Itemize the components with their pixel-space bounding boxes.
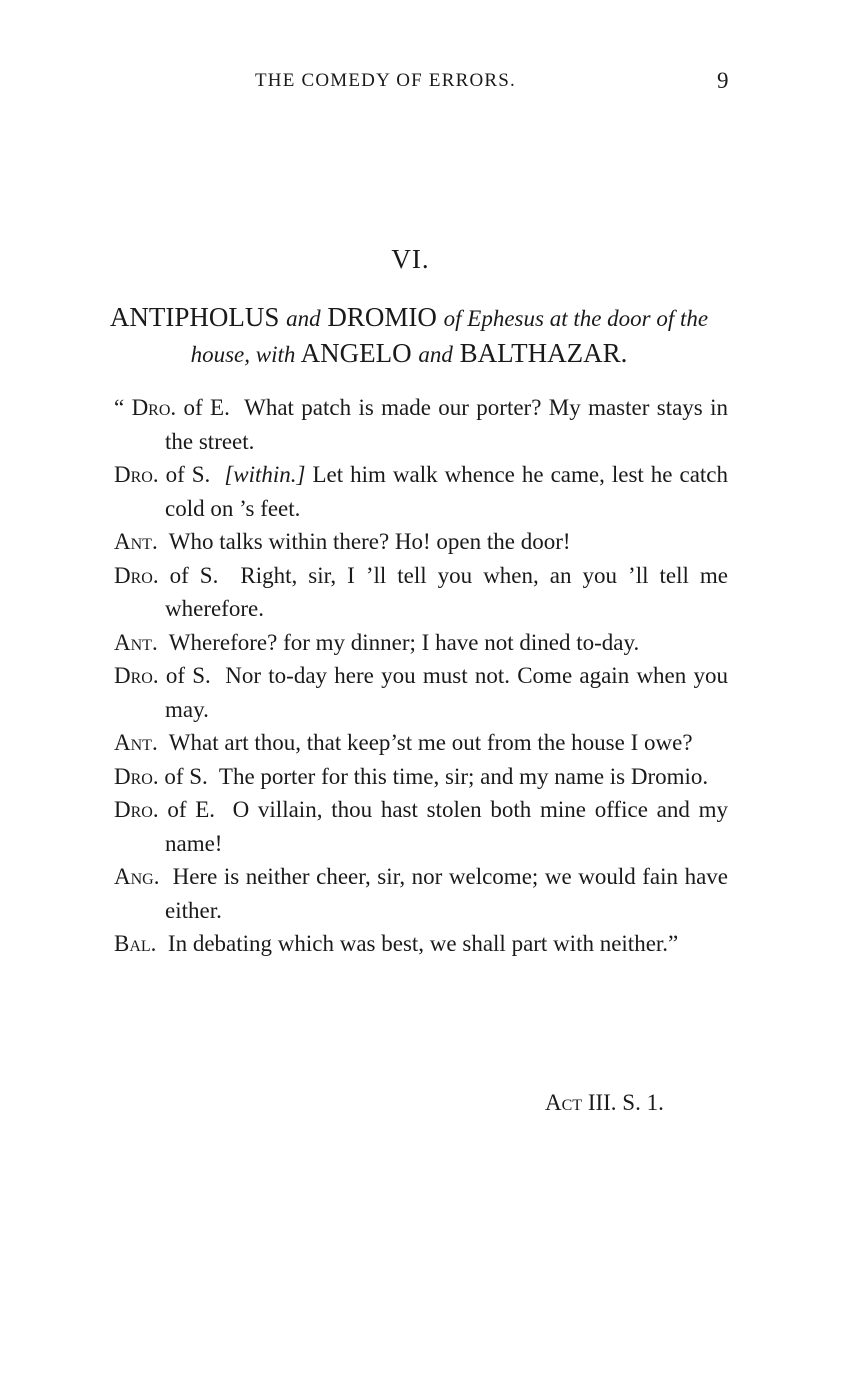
dialogue-line: “ Dro. of E. What patch is made our porter? My master stays in the street. bbox=[114, 395, 728, 454]
speaker-name: Dro. bbox=[114, 562, 159, 588]
dialogue-line bbox=[114, 659, 728, 726]
speaker-name: Ant. bbox=[114, 629, 158, 655]
speech-text: Let him walk whence he came, lest he catch cold on ’s feet. bbox=[165, 462, 729, 521]
citation-act: Act bbox=[545, 1090, 583, 1115]
scene-heading bbox=[88, 300, 730, 372]
section-number: VI. bbox=[391, 244, 430, 274]
speech-text: Nor to-day here you must not. Come again when you may. bbox=[165, 663, 729, 722]
dialogue-line bbox=[114, 927, 728, 961]
speaker-suffix: of E. bbox=[176, 395, 230, 420]
speech-text: The porter for this time, sir; and my name is Dromio. bbox=[218, 763, 709, 789]
dialogue-line bbox=[114, 525, 728, 559]
citation-reference: III. S. 1. bbox=[582, 1090, 664, 1115]
speaker-name: Dro. bbox=[114, 797, 159, 822]
page-number: 9 bbox=[717, 68, 729, 93]
heading-connector: and bbox=[418, 342, 453, 367]
speaker-name: Ant. bbox=[114, 730, 158, 755]
speech-text: Who talks within there? Ho! open the door! bbox=[168, 529, 571, 554]
speaker-suffix: of S. bbox=[158, 663, 211, 688]
speaker-name: Dro. bbox=[131, 395, 177, 420]
dialogue-line bbox=[114, 726, 728, 760]
running-title: THE COMEDY OF ERRORS. bbox=[255, 70, 516, 91]
speech-text: Here is neither cheer, sir, nor welcome; we would fain have either. bbox=[165, 864, 728, 923]
heading-setting: of Ephesus at the door of the house, with bbox=[190, 306, 709, 367]
speech-text: What art thou, that keep’st me out from the house I owe? bbox=[168, 730, 693, 755]
running-head bbox=[0, 70, 843, 100]
dialogue-line bbox=[114, 793, 728, 860]
speaker-name: Dro. bbox=[114, 462, 159, 487]
speaker-suffix: of S. bbox=[158, 763, 208, 789]
stage-direction: [within.] bbox=[224, 462, 306, 487]
dialogue bbox=[114, 391, 728, 961]
heading-connector: and bbox=[286, 306, 321, 331]
speaker-suffix: of S. bbox=[158, 462, 211, 487]
act-scene-citation bbox=[545, 1090, 664, 1116]
speaker-suffix: of E. bbox=[158, 797, 216, 822]
character-name: ANGELO bbox=[300, 338, 412, 368]
character-name: DROMIO bbox=[327, 302, 437, 332]
speaker-name: Ang. bbox=[114, 864, 160, 889]
character-name: ANTIPHOLUS bbox=[109, 302, 280, 332]
speech-text: Wherefore? for my dinner; I have not dined to-day. bbox=[168, 629, 640, 655]
speech-text: O villain, thou hast stolen both mine office and my name! bbox=[165, 797, 728, 856]
speech-text: What patch is made our porter? My master stays in the street. bbox=[165, 395, 728, 454]
character-name: BALTHAZAR. bbox=[459, 338, 628, 368]
dialogue-line bbox=[114, 860, 728, 927]
speaker-suffix: of S. bbox=[158, 562, 219, 588]
speaker-name: Dro. bbox=[114, 763, 159, 789]
speaker-name: Bal. bbox=[114, 931, 157, 956]
speaker-name: Dro. bbox=[114, 663, 159, 688]
dialogue-line bbox=[114, 760, 728, 794]
dialogue-line bbox=[114, 559, 728, 626]
speech-text: In debating which was best, we shall part with neither.” bbox=[167, 931, 679, 956]
dialogue-line bbox=[114, 458, 728, 525]
dialogue-line bbox=[114, 626, 728, 660]
speech-text: Right, sir, I ’ll tell you when, an you ’ll tell me wherefore. bbox=[165, 562, 729, 621]
speaker-name: Ant. bbox=[114, 529, 158, 554]
